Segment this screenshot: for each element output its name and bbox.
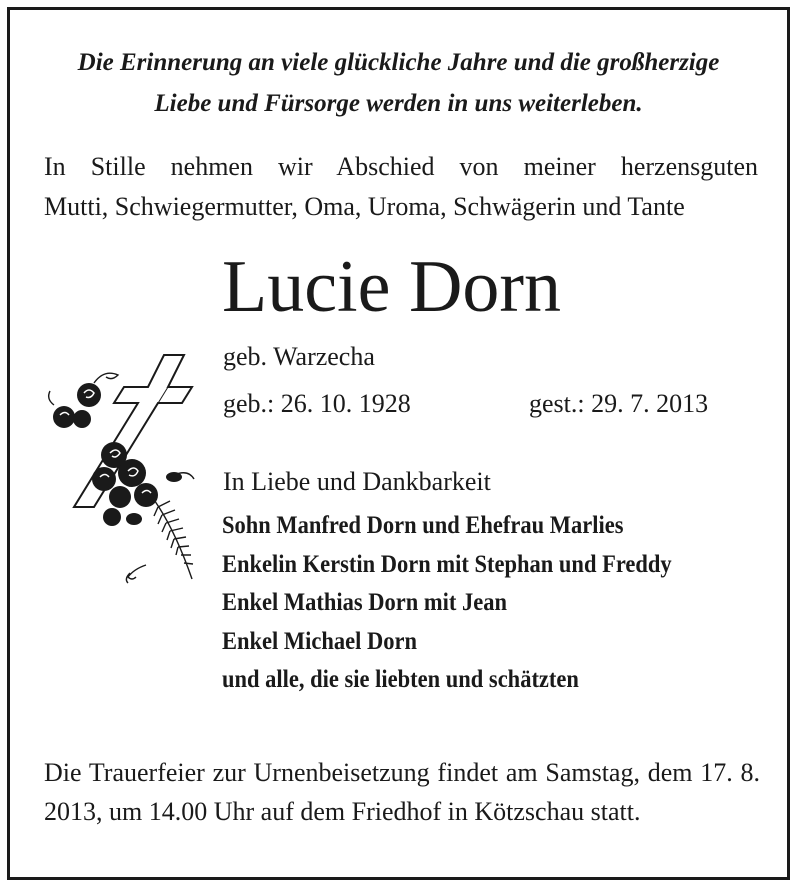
mourner-line: Sohn Manfred Dorn und Ehefrau Marlies xyxy=(222,512,624,539)
deceased-name: Lucie Dorn xyxy=(222,246,562,328)
obituary-notice xyxy=(7,7,790,880)
intro-text xyxy=(44,147,758,227)
funeral-notice: Die Trauerfeier zur Urnenbeisetzung findet am Samstag, dem 17. 8. 2013, um 14.00 Uhr auf dem Friedhof in Kötzschau statt. xyxy=(44,758,760,826)
motto-line-2: Liebe und Fürsorge werden in uns weiterleben. xyxy=(154,90,643,117)
death-date: gest.: 29. 7. 2013 xyxy=(529,389,709,418)
mourners-list xyxy=(222,507,672,700)
birth-date: geb.: 26. 10. 1928 xyxy=(223,389,411,418)
maiden-name: geb. Warzecha xyxy=(223,342,375,371)
intro-line-1: In Stille nehmen wir Abschied von meiner herzensguten xyxy=(44,152,758,181)
mourner-line: Enkel Mathias Dorn mit Jean xyxy=(222,589,508,616)
mourner-line: und alle, die sie liebten und schätzten xyxy=(222,666,579,693)
motto-line-1: Die Erinnerung an viele glückliche Jahre und die großherzige xyxy=(77,49,720,76)
mourners-intro: In Liebe und Dankbarkeit xyxy=(223,467,491,496)
mourner-line: Enkelin Kerstin Dorn mit Stephan und Freddy xyxy=(222,550,672,578)
motto xyxy=(10,42,787,124)
mourner-line: Enkel Michael Dorn xyxy=(222,627,418,655)
cross-with-roses-icon xyxy=(34,347,204,587)
intro-line-2: Mutti, Schwiegermutter, Oma, Uroma, Schwägerin und Tante xyxy=(44,192,685,221)
